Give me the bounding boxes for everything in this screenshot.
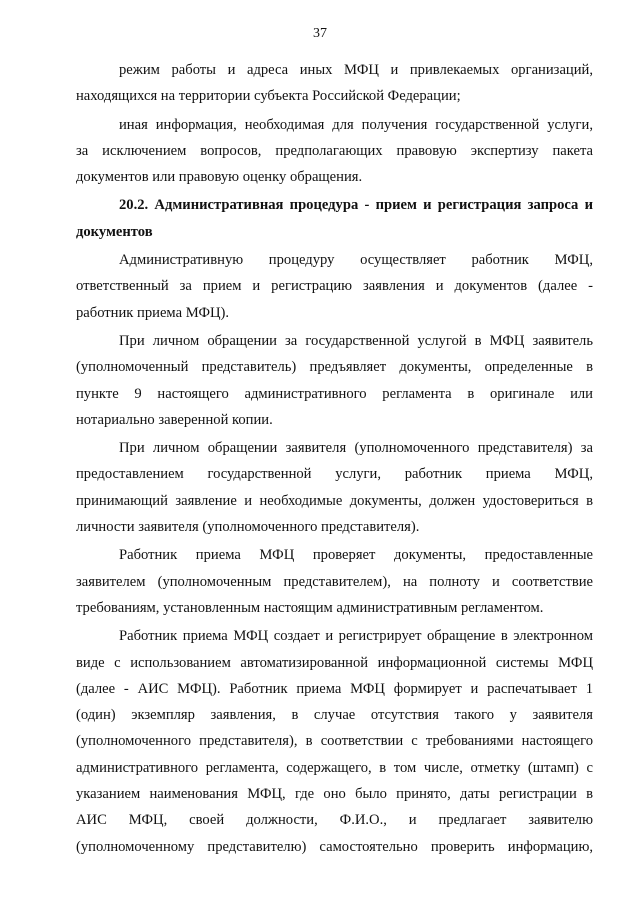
paragraph-line: Работник приема МФЦ создает и регистрирует обращение в электронном	[119, 628, 593, 645]
paragraph-line: работник приема МФЦ).	[76, 304, 230, 321]
paragraph-line: пункте 9 настоящего административного регламента в оригинале или	[76, 385, 593, 402]
paragraph-line: При личном обращении за государственной услугой в МФЦ заявитель	[119, 332, 593, 349]
page-number: 37	[313, 26, 327, 41]
paragraph-line: за исключением вопросов, предполагающих правовую экспертизу пакета	[76, 142, 593, 159]
paragraph-line: личности заявителя (уполномоченного представителя).	[76, 519, 420, 536]
paragraph-line: АИС МФЦ, своей должности, Ф.И.О., и предлагает заявителю	[76, 812, 593, 829]
paragraph-line: Работник приема МФЦ проверяет документы, предоставленные	[119, 547, 593, 564]
paragraph-line: заявителем (уполномоченным представителем), на полноту и соответствие	[76, 573, 593, 590]
paragraph-line: (уполномоченный представитель) предъявляет документы, определенные в	[76, 359, 593, 376]
paragraph-line: (далее - АИС МФЦ). Работник приема МФЦ формирует и распечатывает 1	[76, 680, 593, 697]
paragraph-line: (уполномоченному представителю) самостоятельно проверить информацию,	[76, 838, 593, 855]
paragraph-line: предоставлением государственной услуги, работник приема МФЦ,	[76, 466, 593, 483]
paragraph-line: требованиям, установленным настоящим административным регламентом.	[76, 599, 544, 616]
paragraph-line: Административную процедуру осуществляет работник МФЦ,	[119, 252, 593, 269]
paragraph-line: (один) экземпляр заявления, в случае отсутствия такого у заявителя	[76, 707, 593, 724]
section-heading-line: документов	[76, 223, 153, 240]
paragraph-line: ответственный за прием и регистрацию заявления и документов (далее -	[76, 278, 593, 295]
paragraph-line: При личном обращении заявителя (уполномоченного представителя) за	[119, 440, 593, 457]
paragraph-line: виде с использованием автоматизированной информационной системы МФЦ	[76, 654, 593, 671]
paragraph-line: (уполномоченного представителя), в соответствии с требованиями настоящего	[76, 733, 593, 750]
paragraph-line: документов или правовую оценку обращения.	[76, 169, 363, 186]
paragraph-line: иная информация, необходимая для получения государственной услуги,	[119, 116, 593, 133]
section-heading-line: 20.2. Административная процедура - прием и регистрация запроса и	[119, 197, 593, 214]
paragraph-line: административного регламента, содержащего, в том числе, отметку (штамп) с	[76, 759, 593, 776]
paragraph-line: нотариально заверенной копии.	[76, 411, 273, 428]
paragraph-line: принимающий заявление и необходимые документы, должен удостовериться в	[76, 492, 593, 509]
paragraph-line: режим работы и адреса иных МФЦ и привлекаемых организаций,	[119, 62, 593, 78]
paragraph-line: находящихся на территории субъекта Российской Федерации;	[76, 88, 461, 105]
document-body	[76, 57, 593, 860]
paragraph-line: указанием наименования МФЦ, где оно было принято, даты регистрации в	[76, 786, 593, 803]
